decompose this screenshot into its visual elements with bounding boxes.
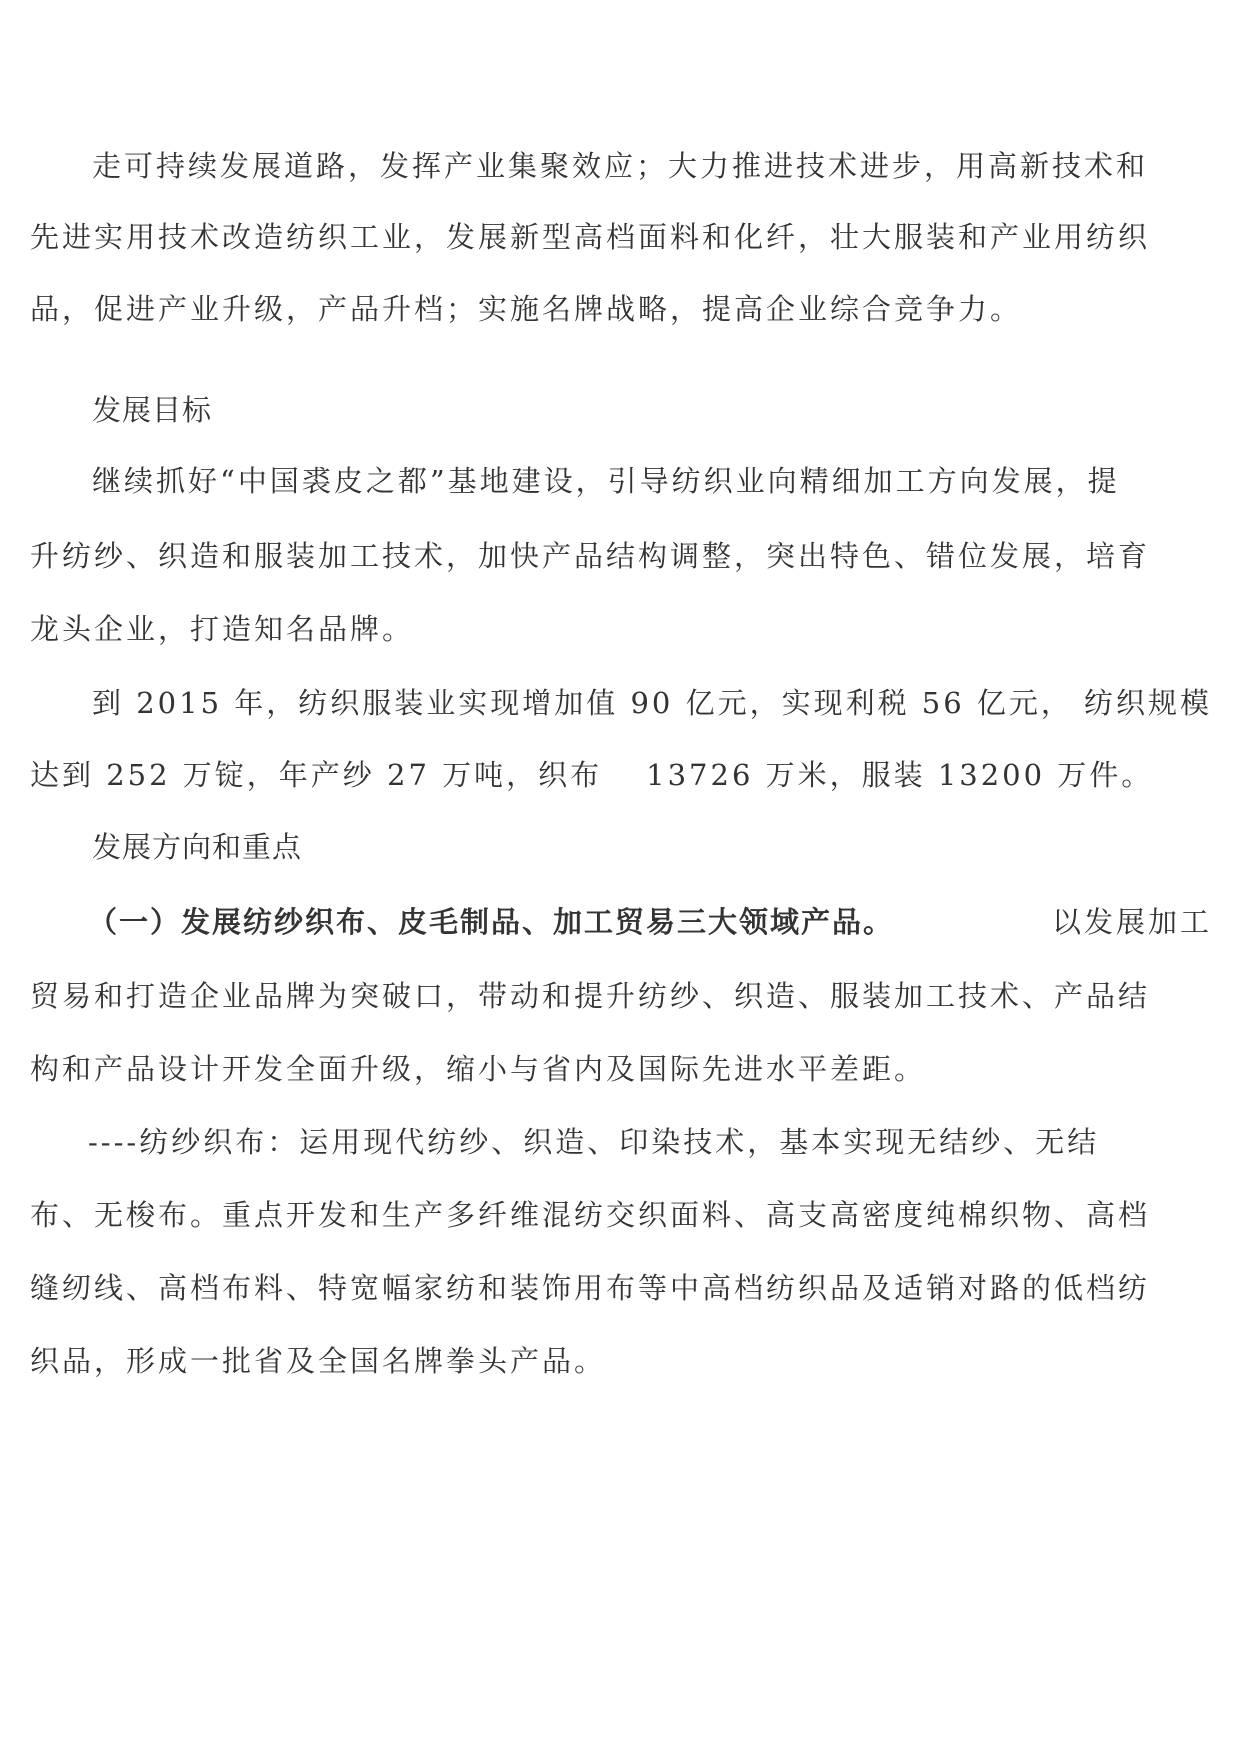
paragraph-2-line-1: 继续抓好“中国裘皮之都”基地建设，引导纺织业向精细加工方向发展，提 bbox=[92, 464, 1120, 498]
paragraph-3-line-2-right: 13726 万米，服装 13200 万件。 bbox=[646, 758, 1154, 792]
paragraph-3-line-1 bbox=[92, 683, 1212, 723]
paragraph-5-line-1: ----纺纱织布：运用现代纺纱、织造、印染技术，基本实现无结纱、无结 bbox=[88, 1125, 1100, 1159]
paragraph-5-line-2: 布、无梭布。重点开发和生产多纤维混纺交织面料、高支高密度纯棉织物、高档 bbox=[30, 1198, 1151, 1232]
paragraph-4-line-3: 构和产品设计开发全面升级，缩小与省内及国际先进水平差距。 bbox=[30, 1052, 927, 1086]
paragraph-2-line-2: 升纺纱、织造和服装加工技术，加快产品结构调整，突出特色、错位发展，培育 bbox=[30, 539, 1151, 573]
paragraph-2-line-3: 龙头企业，打造知名品牌。 bbox=[30, 612, 415, 646]
paragraph-3-line-1-right: 纺织规模 bbox=[1083, 686, 1212, 720]
paragraph-5-line-4: 织品，形成一批省及全国名牌拳头产品。 bbox=[30, 1344, 607, 1378]
paragraph-4-lead-rest: 以发展加工 bbox=[1051, 905, 1212, 939]
paragraph-1-line-3: 品，促进产业升级，产品升档；实施名牌战略，提高企业综合竞争力。 bbox=[30, 292, 1023, 326]
paragraph-1-line-1: 走可持续发展道路，发挥产业集聚效应；大力推进技术进步，用高新技术和 bbox=[92, 149, 1149, 183]
section-heading-goals: 发展目标 bbox=[92, 393, 213, 427]
paragraph-5-line-3: 缝纫线、高档布料、特宽幅家纺和装饰用布等中高档纺织品及适销对路的低档纺 bbox=[30, 1271, 1151, 1305]
paragraph-4-line-2: 贸易和打造企业品牌为突破口，带动和提升纺纱、织造、服装加工技术、产品结 bbox=[30, 979, 1151, 1013]
paragraph-1-line-2: 先进实用技术改造纺织工业，发展新型高档面料和化纤，壮大服装和产业用纺织 bbox=[30, 220, 1151, 254]
paragraph-4-bold-lead: （一）发展纺纱织布、皮毛制品、加工贸易三大领域产品。 bbox=[88, 905, 895, 939]
paragraph-4-line-1 bbox=[88, 902, 1212, 942]
paragraph-3-line-2 bbox=[30, 755, 1215, 795]
section-heading-direction: 发展方向和重点 bbox=[92, 830, 303, 864]
paragraph-3-line-2-left: 达到 252 万锭，年产纱 27 万吨，织布 bbox=[30, 758, 603, 792]
paragraph-3-line-1-left: 到 2015 年，纺织服装业实现增加值 90 亿元，实现利税 56 亿元， bbox=[92, 686, 1073, 720]
